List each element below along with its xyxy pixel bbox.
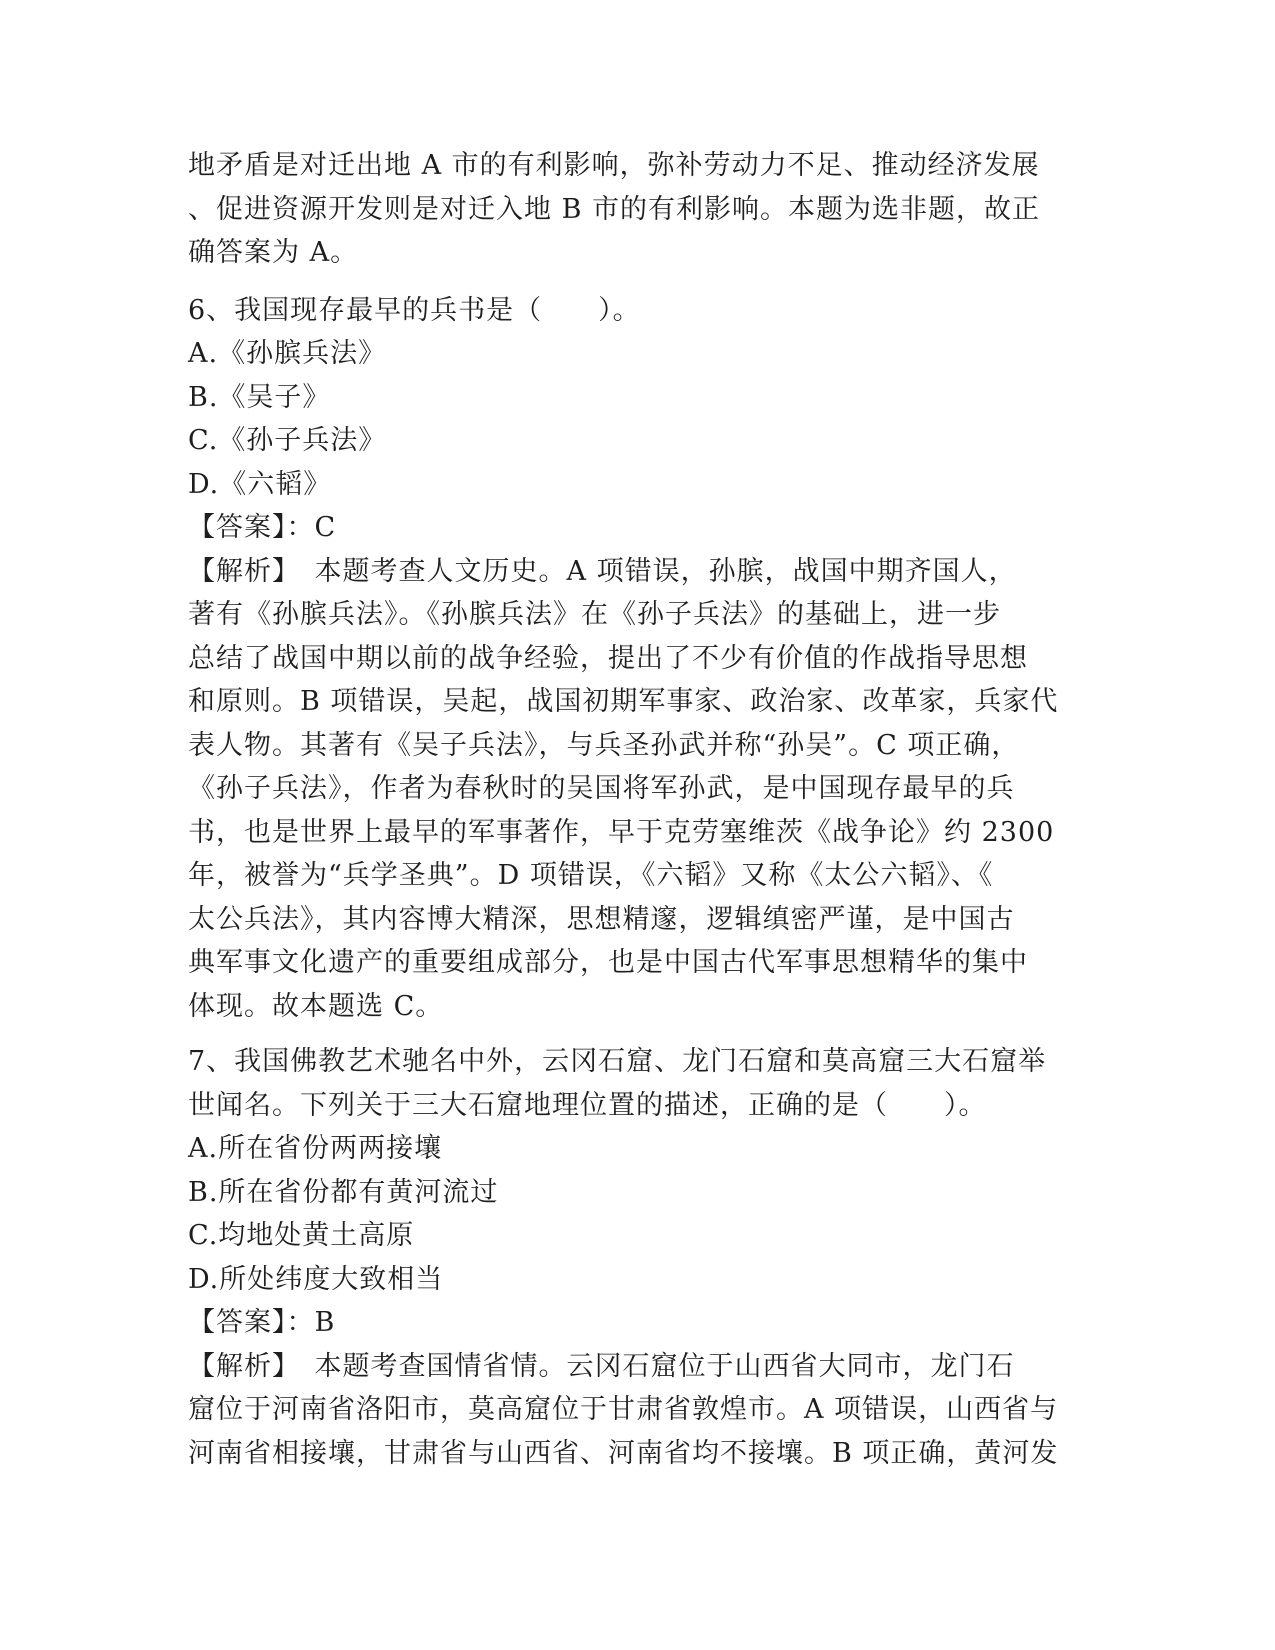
analysis-line: 总结了战国中期以前的战争经验，提出了不少有价值的作战指导思想: [188, 642, 1028, 674]
analysis-line: 和原则。B 项错误，吴起，战国初期军事家、政治家、改革家，兵家代: [188, 686, 1059, 717]
answer-line: 【答案】：B: [188, 1307, 336, 1338]
question-stem: 6、我国现存最早的兵书是（ ）。: [188, 294, 641, 326]
analysis-line: 年，被誉为“兵学圣典”。D 项错误，《六韬》又称《太公六韬》、《: [188, 860, 994, 891]
analysis-block: [188, 550, 1088, 1029]
analysis-line: 太公兵法》，其内容博大精深，思想精邃，逻辑缜密严谨，是中国古: [188, 903, 1015, 935]
question-7: [188, 1040, 1088, 1475]
analysis-block: [188, 1345, 1088, 1476]
question-stem: 世闻名。下列关于三大石窟地理位置的描述，正确的是（ ）。: [188, 1089, 987, 1121]
analysis-line: 体现。故本题选 C。: [188, 990, 444, 1022]
analysis-line: 典军事文化遗产的重要组成部分，也是中国古代军事思想精华的集中: [188, 947, 1028, 978]
option-a: A.《孙膑兵法》: [188, 338, 387, 369]
option-a: A.所在省份两两接壤: [188, 1133, 443, 1164]
analysis-line: 【解析】 本题考查人文历史。A 项错误，孙膑，战国中期齐国人，: [188, 555, 1017, 587]
text-line: 地矛盾是对迁出地 A 市的有利影响，弥补劳动力不足、推动经济发展: [188, 150, 1040, 181]
analysis-line: 河南省相接壤，甘肃省与山西省、河南省均不接壤。B 项正确，黄河发: [188, 1437, 1059, 1469]
analysis-line: 表人物。其著有《吴子兵法》，与兵圣孙武并称“孙吴”。C 项正确，: [188, 729, 1020, 761]
analysis-line: 《孙子兵法》，作者为春秋时的吴国将军孙武，是中国现存最早的兵: [188, 773, 1015, 804]
option-c: C.均地处黄土高原: [188, 1220, 415, 1251]
option-d: D.所处纬度大致相当: [188, 1263, 444, 1295]
question-6: [188, 289, 1088, 1029]
answer-line: 【答案】：C: [188, 512, 337, 543]
text-line: 确答案为 A。: [188, 237, 359, 268]
analysis-line: 【解析】 本题考查国情省情。云冈石窟位于山西省大同市，龙门石: [188, 1350, 1015, 1382]
option-c: C.《孙子兵法》: [188, 425, 387, 456]
document-page: [188, 144, 1088, 1475]
analysis-line: 窟位于河南省洛阳市，莫高窟位于甘肃省敦煌市。A 项错误，山西省与: [188, 1394, 1059, 1425]
analysis-line: 著有《孙膑兵法》。《孙膑兵法》在《孙子兵法》的基础上，进一步: [188, 599, 1001, 630]
question-stem: 7、我国佛教艺术驰名中外，云冈石窟、龙门石窟和莫高窟三大石窟举: [188, 1046, 1047, 1077]
option-b: B.所在省份都有黄河流过: [188, 1176, 499, 1208]
option-d: D.《六韬》: [188, 468, 332, 500]
text-line: 、促进资源开发则是对迁入地 B 市的有利影响。本题为选非题，故正: [188, 193, 1041, 225]
option-b: B.《吴子》: [188, 381, 331, 413]
previous-question-analysis-continuation: [188, 144, 1088, 275]
analysis-line: 书，也是世界上最早的军事著作，早于克劳塞维茨《战争论》约 2300: [188, 816, 1055, 848]
